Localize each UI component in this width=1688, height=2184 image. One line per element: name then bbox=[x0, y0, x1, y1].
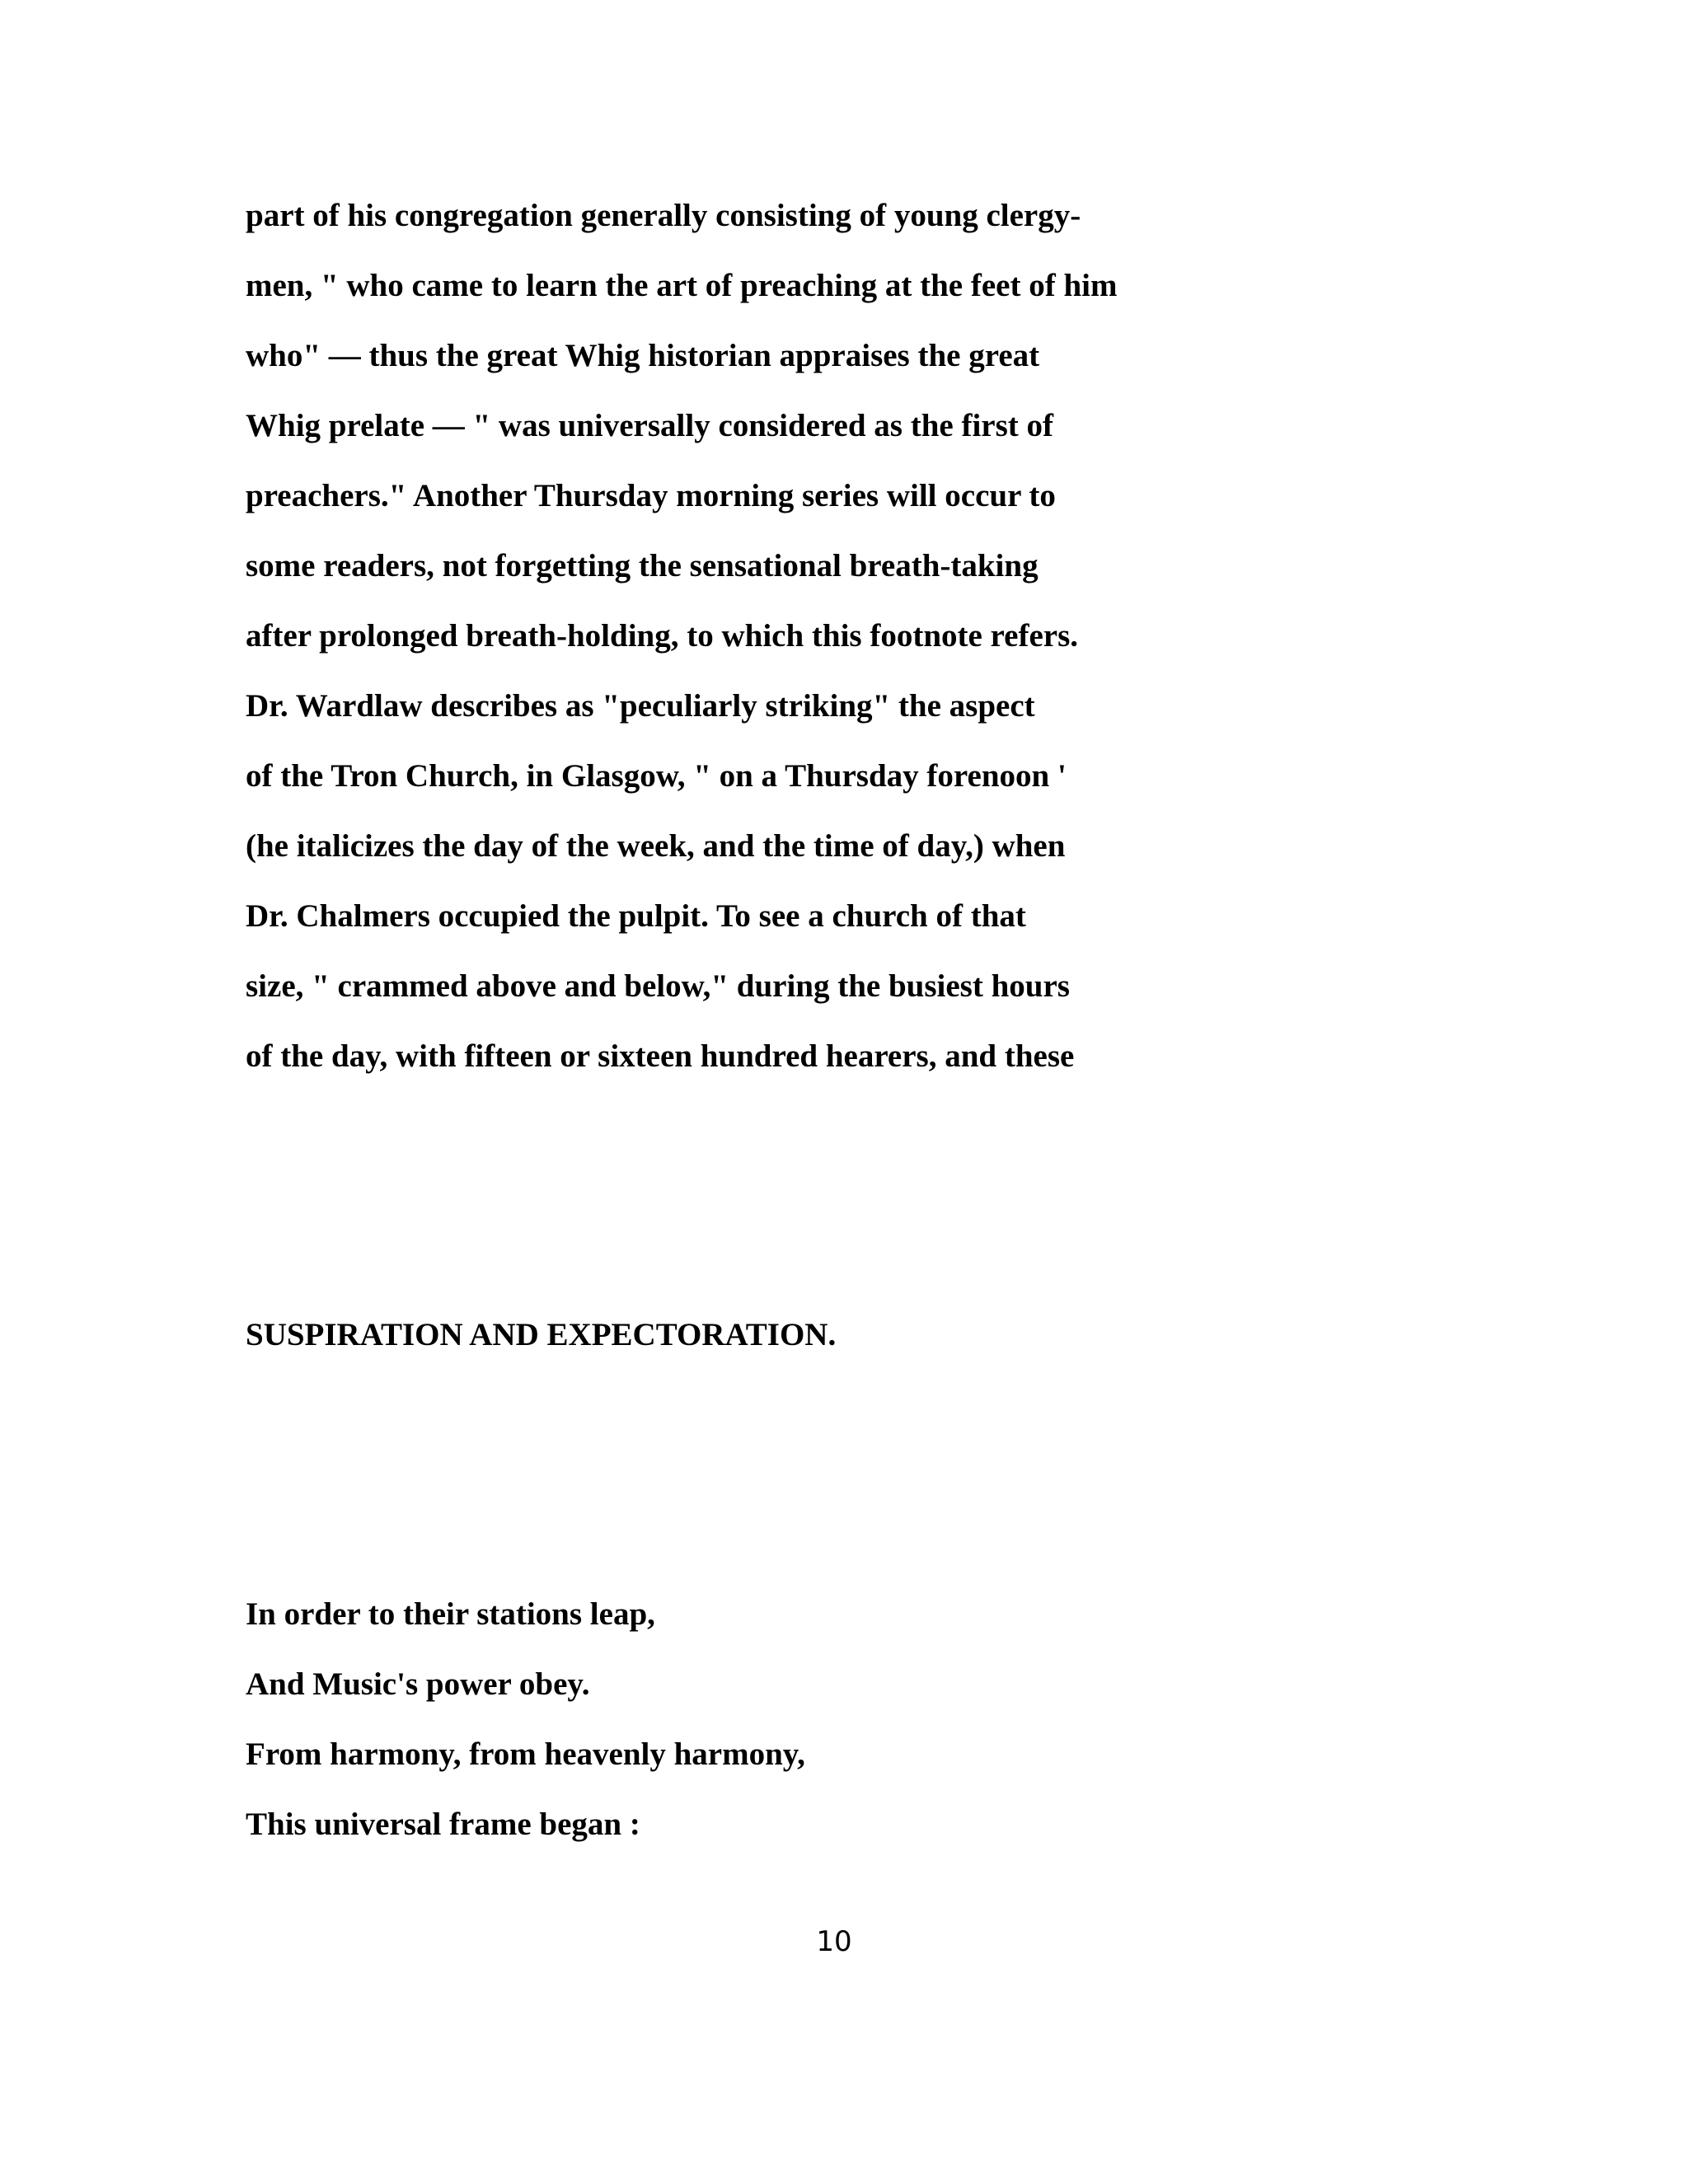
body-line: who" — thus the great Whig historian appraises the great bbox=[246, 338, 1040, 373]
page-number: 10 bbox=[816, 1925, 852, 1958]
body-line: some readers, not forgetting the sensational breath-taking bbox=[246, 548, 1039, 583]
body-line: men, " who came to learn the art of preaching at the feet of him bbox=[246, 268, 1118, 303]
verse-line: And Music's power obey. bbox=[246, 1666, 590, 1702]
body-line: preachers." Another Thursday morning series will occur to bbox=[246, 478, 1056, 513]
body-line: Whig prelate — " was universally considered as the first of bbox=[246, 408, 1054, 443]
verse-line: From harmony, from heavenly harmony, bbox=[246, 1736, 805, 1772]
body-line: (he italicizes the day of the week, and the time of day,) when bbox=[246, 828, 1066, 864]
verse-line: In order to their stations leap, bbox=[246, 1596, 655, 1632]
body-line: part of his congregation generally consisting of young clergy- bbox=[246, 198, 1081, 233]
body-line: Dr. Wardlaw describes as "peculiarly striking" the aspect bbox=[246, 688, 1035, 724]
body-line: size, " crammed above and below," during the busiest hours bbox=[246, 968, 1070, 1004]
body-line: Dr. Chalmers occupied the pulpit. To see a church of that bbox=[246, 898, 1026, 934]
verse-line: This universal frame began : bbox=[246, 1807, 640, 1842]
body-line: after prolonged breath-holding, to which this footnote refers. bbox=[246, 618, 1079, 654]
body-line: of the day, with fifteen or sixteen hundred hearers, and these bbox=[246, 1038, 1075, 1074]
body-line: of the Tron Church, in Glasgow, " on a Thursday forenoon ' bbox=[246, 758, 1067, 794]
section-heading: SUSPIRATION AND EXPECTORATION. bbox=[246, 1317, 837, 1352]
